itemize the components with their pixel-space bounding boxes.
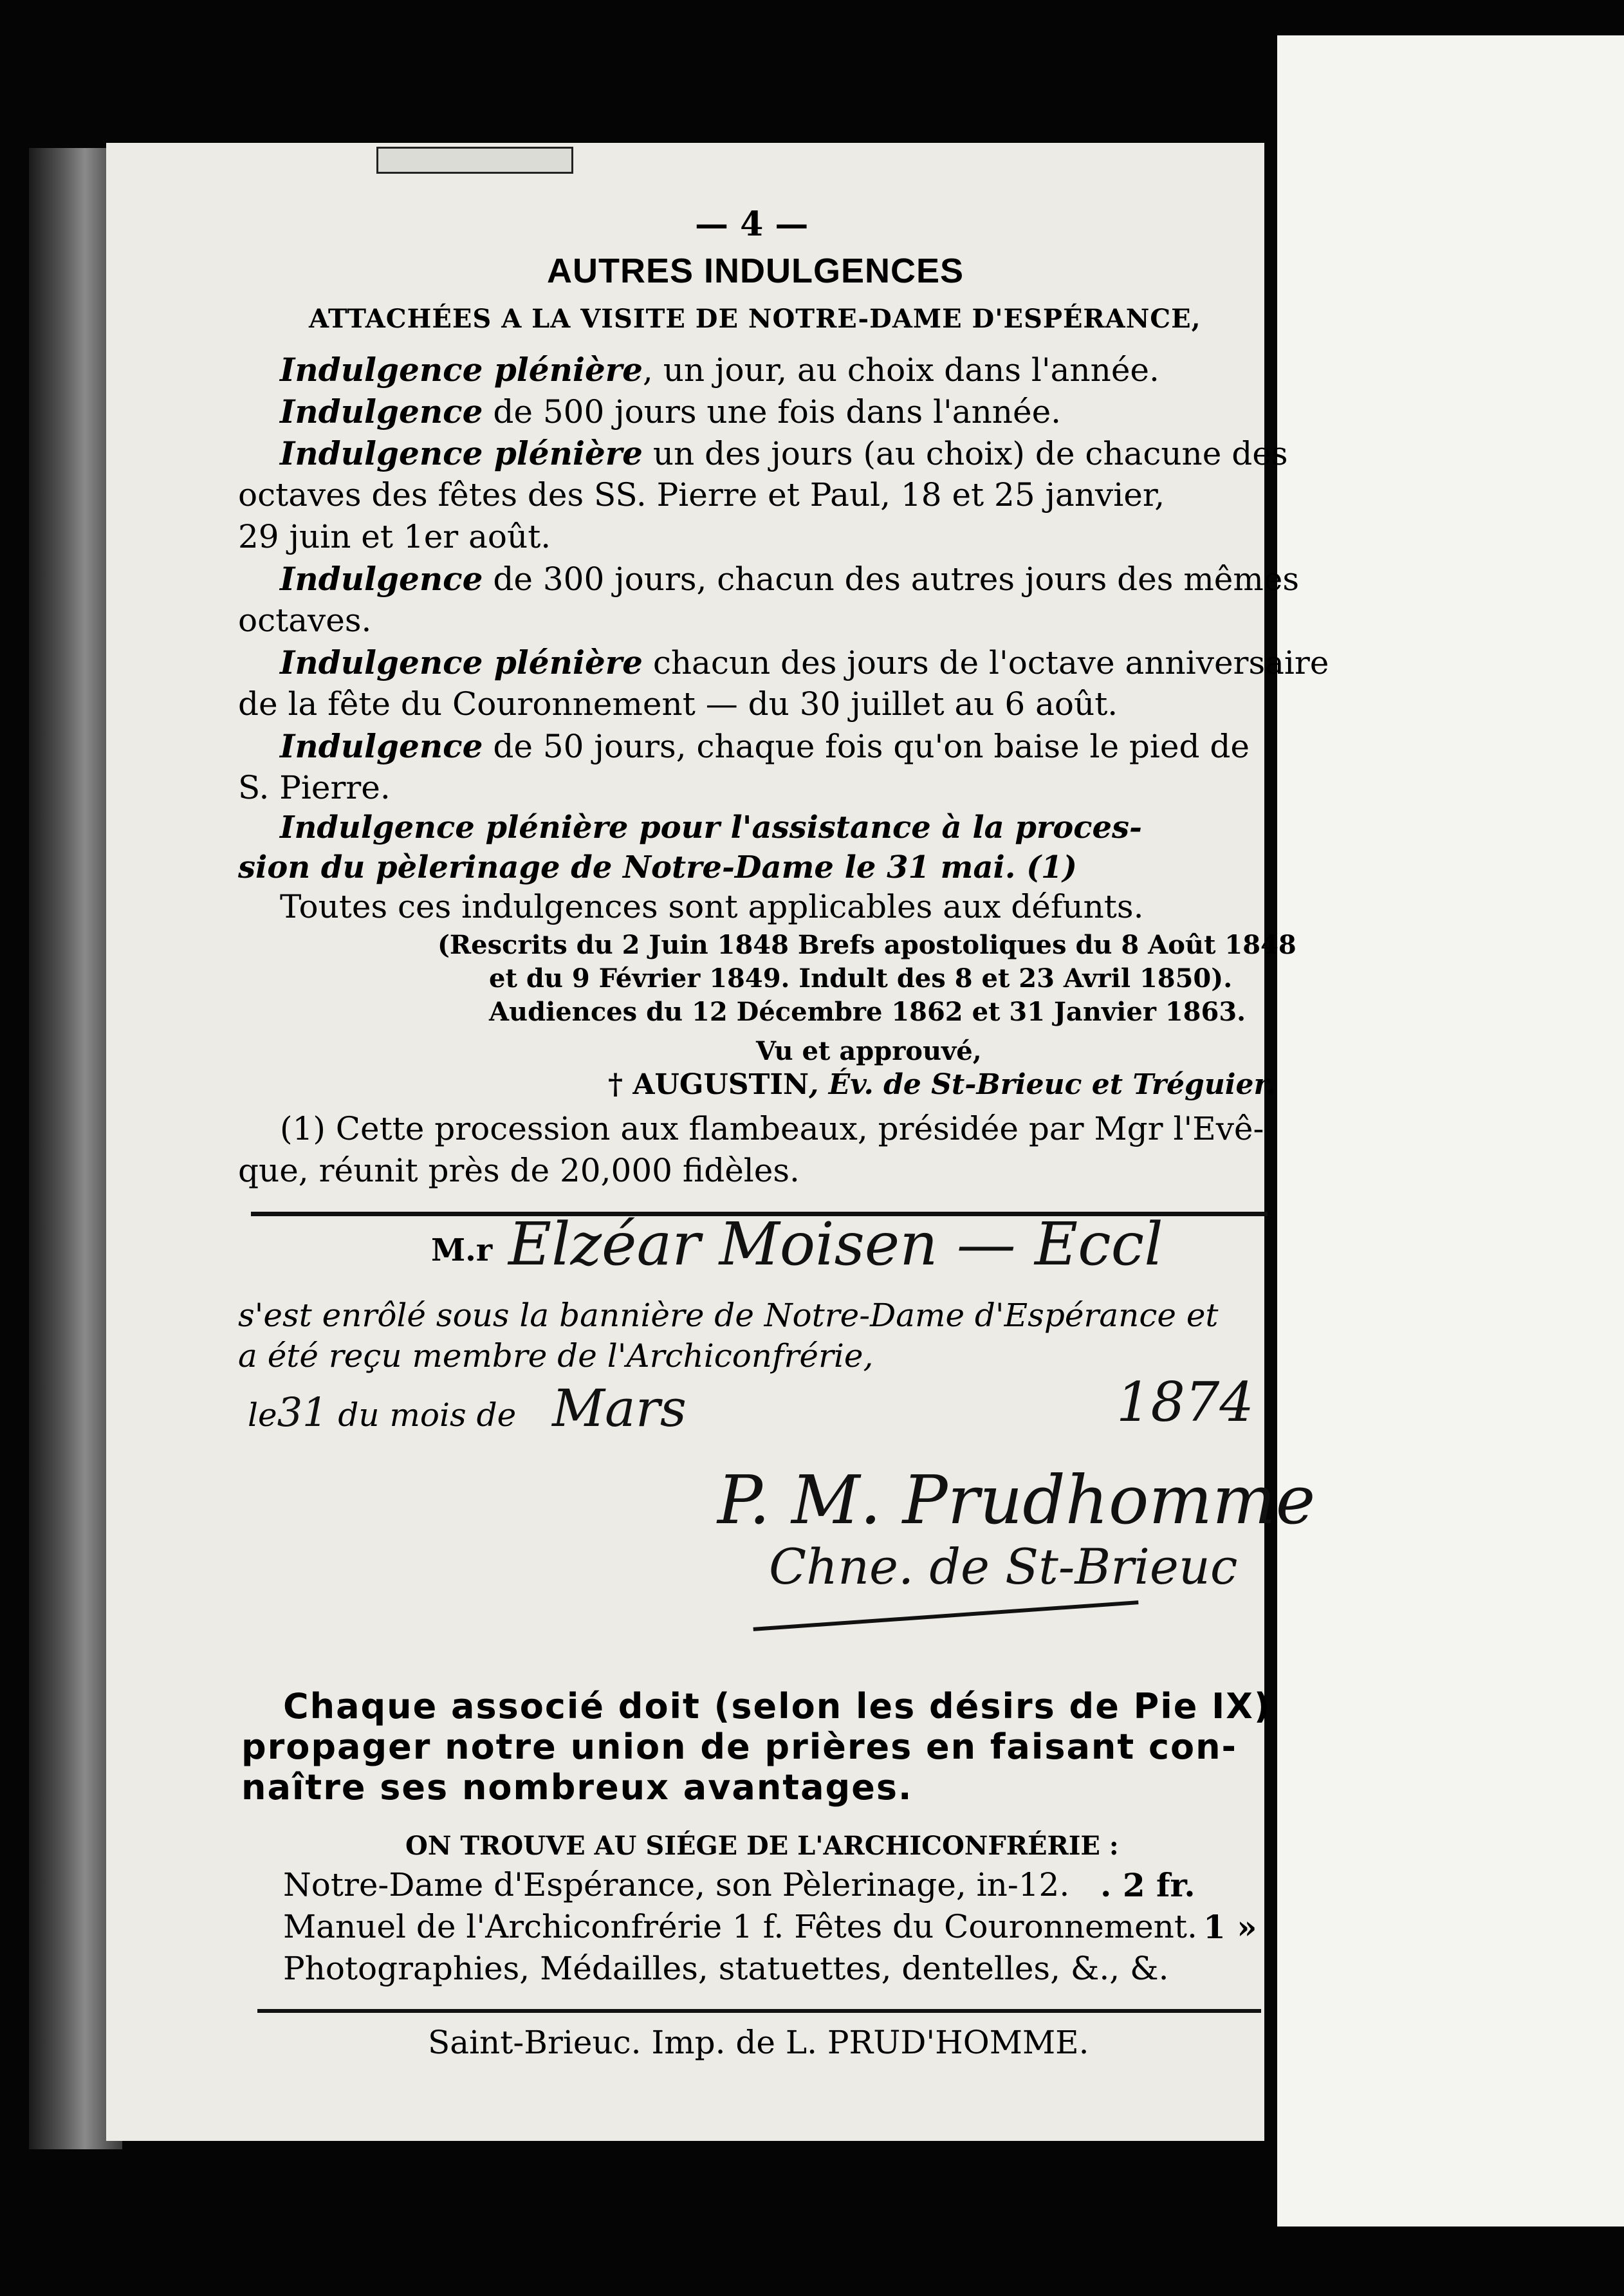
siege-item-2-price: 1 » <box>1203 1908 1257 1946</box>
footnote-line-1: (1) Cette procession aux flambeaux, présidée par Mgr l'Evê- <box>280 1110 1264 1147</box>
notice-line-3: naître ses nombreux avantages. <box>241 1767 913 1808</box>
footer-rule <box>257 2009 1261 2013</box>
paragraph-3-line-3: 29 juin et 1er août. <box>238 518 551 555</box>
notice-line-1: Chaque associé doit (selon les désirs de Pie IX) <box>283 1686 1271 1727</box>
siege-item-1: Notre-Dame d'Espérance, son Pèlerinage, in-12. <box>283 1866 1070 1903</box>
paragraph-2: Indulgence de 500 jours une fois dans l'année. <box>280 393 1062 430</box>
paragraph-4-line-2: octaves. <box>238 602 372 639</box>
certificate-line-3: le31 du mois de Mars <box>248 1378 687 1438</box>
paragraph-4: Indulgence de 300 jours, chacun des autres jours des mêmes <box>280 560 1299 598</box>
printer-imprint: Saint-Brieuc. Imp. de L. PRUD'HOMME. <box>428 2024 1089 2061</box>
notice-line-2: propager notre union de prières en faisant con- <box>241 1727 1237 1767</box>
paragraph-5: Indulgence plénière chacun des jours de l'octave anniversaire <box>280 643 1329 681</box>
paragraph-3-line-2: octaves des fêtes des SS. Pierre et Paul, 18 et 25 janvier, <box>238 476 1165 514</box>
page-tab <box>376 147 573 174</box>
paragraph-1: Indulgence plénière, un jour, au choix dans l'année. <box>280 351 1159 389</box>
paragraph-8: Toutes ces indulgences sont applicables aux défunts. <box>280 888 1144 925</box>
page-subtitle: ATTACHÉES A LA VISITE DE NOTRE-DAME D'ESPÉRANCE, <box>309 304 1201 334</box>
approval-signatory: † AUGUSTIN, Év. de St-Brieuc et Tréguier. <box>608 1068 1276 1101</box>
paragraph-6: Indulgence de 50 jours, chaque fois qu'on baise le pied de <box>280 727 1250 765</box>
paragraph-6-line-2: S. Pierre. <box>238 769 391 806</box>
footnote-line-2: que, réunit près de 20,000 fidèles. <box>238 1152 800 1189</box>
paragraph-7-line-2: sion du pèlerinage de Notre-Dame le 31 mai. (1) <box>238 849 1078 885</box>
adjacent-page-edge <box>1277 35 1624 2227</box>
handwritten-name: Elzéar Moisen — Eccl <box>508 1210 1163 1279</box>
certificate-prefix: M.r <box>431 1232 493 1268</box>
approval-line: Vu et approuvé, <box>756 1036 982 1066</box>
siege-heading: ON TROUVE AU SIÉGE DE L'ARCHICONFRÉRIE : <box>405 1831 1119 1861</box>
paragraph-7: Indulgence plénière pour l'assistance à la proces- <box>280 810 1142 846</box>
siege-item-3: Photographies, Médailles, statuettes, dentelles, &., &. <box>283 1950 1169 1987</box>
signature-title: Chne. de St-Brieuc <box>769 1538 1238 1595</box>
rescrits-line-2: et du 9 Février 1849. Indult des 8 et 23 Avril 1850). <box>489 963 1233 994</box>
rescrits-line-3: Audiences du 12 Décembre 1862 et 31 Janvier 1863. <box>489 997 1246 1027</box>
page-number: — 4 — <box>695 205 809 244</box>
rescrits-line-1: (Rescrits du 2 Juin 1848 Brefs apostoliques du 8 Août 1848 <box>438 930 1296 960</box>
signature: P. M. Prudhomme <box>717 1461 1316 1539</box>
certificate-line-1: s'est enrôlé sous la bannière de Notre-Dame d'Espérance et <box>238 1297 1219 1334</box>
certificate-line-2: a été reçu membre de l'Archiconfrérie, <box>238 1337 874 1375</box>
paragraph-3: Indulgence plénière un des jours (au choix) de chacune des <box>280 434 1288 472</box>
paragraph-5-line-2: de la fête du Couronnement — du 30 juillet au 6 août. <box>238 685 1118 723</box>
handwritten-year: 1874 <box>1116 1371 1254 1434</box>
siege-item-1-price: . 2 fr. <box>1100 1866 1195 1904</box>
page-title: AUTRES INDULGENCES <box>547 252 964 290</box>
siege-item-2: Manuel de l'Archiconfrérie 1 f. Fêtes du Couronnement. <box>283 1908 1197 1945</box>
